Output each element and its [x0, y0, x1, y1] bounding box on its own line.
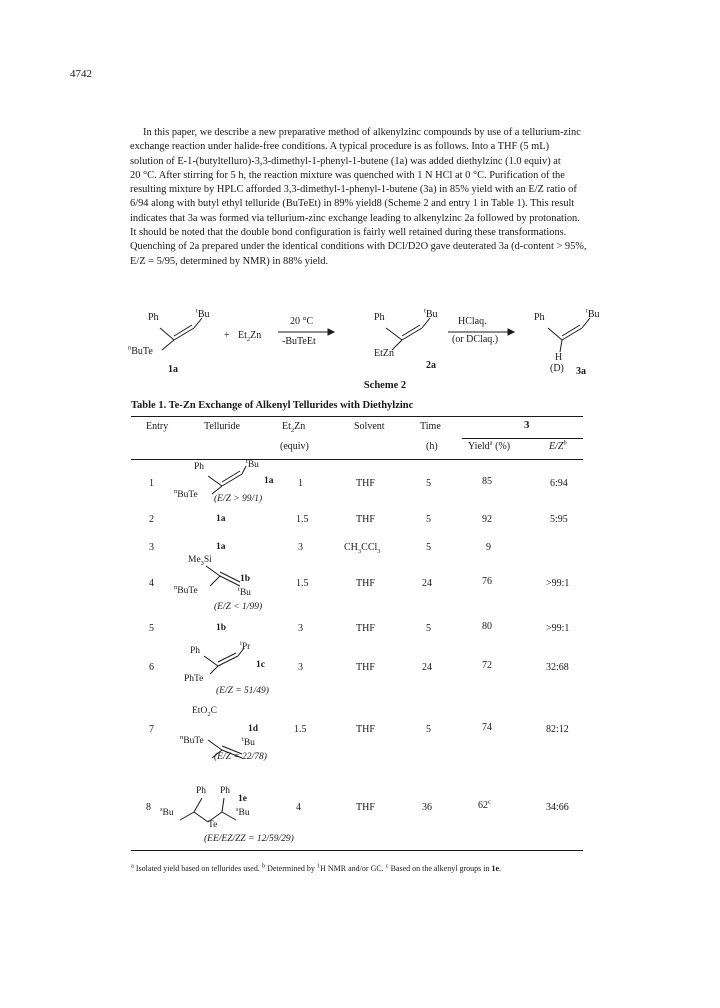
- row1-ph: Ph: [194, 462, 205, 472]
- row2-telluride: 1a: [216, 514, 226, 524]
- row6-solvent: THF: [356, 662, 375, 673]
- row8-ph-b: Ph: [220, 786, 231, 796]
- scheme-ph-3a: Ph: [534, 312, 545, 323]
- row1-entry: 1: [149, 478, 154, 489]
- row8-ph-a: Ph: [196, 786, 207, 796]
- row2-time: 5: [426, 514, 431, 525]
- row5-ez: >99:1: [546, 623, 570, 634]
- scheme-cond2-top: HClaq.: [458, 316, 487, 327]
- table-title: Table 1. Te-Zn Exchange of Alkenyl Tellurides with Diethylzinc: [131, 400, 414, 411]
- row7-entry: 7: [149, 724, 154, 735]
- row7-equiv: 1.5: [294, 724, 307, 735]
- row5-telluride: 1b: [216, 623, 227, 633]
- row5-yield: 80: [482, 621, 492, 632]
- row5-equiv: 3: [298, 623, 303, 634]
- para-line-2: exchange reaction under halide-free conditions. A typical procedure is as follows. Into a THF (5 mL): [130, 141, 550, 153]
- row3-entry: 3: [149, 542, 154, 553]
- row6-ez: 32:68: [546, 662, 569, 673]
- header-solvent: Solvent: [354, 421, 385, 432]
- row4-me3si: $Me_3Si$: [188, 555, 212, 567]
- row5-solvent: THF: [356, 623, 375, 634]
- scheme-cond1-top: 20 °C: [290, 316, 314, 327]
- row6-ph: Ph: [190, 646, 201, 656]
- row8-time: 36: [422, 802, 432, 813]
- row8-te: Te: [208, 820, 218, 830]
- row4-yield: 76: [482, 576, 492, 587]
- row6-label: 1c: [256, 660, 265, 670]
- row8-sbu-b: $^s$Bu: [236, 805, 250, 818]
- row3-telluride: 1a: [216, 542, 226, 552]
- row3-time: 5: [426, 542, 431, 553]
- row8-label: 1e: [238, 794, 247, 804]
- row8-entry: 8: [146, 802, 151, 813]
- header-et2zn: $Et_2Zn$: [282, 421, 306, 434]
- page-number: 4742: [70, 68, 92, 80]
- row8-note: (EE/EZ/ZZ = 12/59/29): [204, 834, 294, 844]
- row1-nbute: $^n$BuTe: [174, 487, 198, 500]
- row6-phte: PhTe: [184, 674, 204, 684]
- row8-sbu-a: $^s$Bu: [160, 805, 174, 818]
- body-paragraph: [130, 126, 640, 269]
- row3-solvent: $CH_3CCl_3$: [344, 542, 381, 555]
- scheme-caption: Scheme 2: [363, 380, 407, 391]
- table-top-rule: [131, 416, 583, 417]
- scheme-tbu-2a: $^t$Bu: [424, 307, 438, 320]
- row4-ez: >99:1: [546, 578, 570, 589]
- row8-equiv: 4: [296, 802, 301, 813]
- row8-solvent: THF: [356, 802, 375, 813]
- row1-note: (E/Z > 99/1): [214, 494, 263, 504]
- header-yield: Yield$^a$ (%): [468, 439, 511, 452]
- row4-label: 1b: [240, 574, 251, 584]
- row2-yield: 92: [482, 514, 492, 525]
- header-time-unit: (h): [426, 441, 438, 452]
- para-line-5: resulting mixture by HPLC afforded 3,3-dimethyl-1-phenyl-1-butene (3a) in 85% yield with an E/Z ratio of: [130, 184, 577, 196]
- para-line-7: indicates that 3a was formed via tellurium-zinc exchange leading to alkenylzinc 2a followed by protonation.: [130, 212, 580, 224]
- para-line-1: In this paper, we describe a new preparative method of alkenylzinc compounds by use of a tellurium-zinc: [143, 127, 581, 138]
- row4-solvent: THF: [356, 578, 375, 589]
- header-time: Time: [420, 421, 441, 432]
- row1-equiv: 1: [298, 478, 303, 489]
- table-footnote: $^a$ Isolated yield based on tellurides used. $^b$ Determined by $^1$H NMR and/or GC. $^c$ Based on the alkenyl groups in 1e.: [131, 862, 502, 873]
- row4-nbute: $^n$BuTe: [174, 583, 198, 596]
- scheme-d: (D): [550, 363, 564, 374]
- scheme-cond2-bottom: (or DClaq.): [452, 334, 499, 345]
- header-ez: $E/Z^b$: [549, 439, 567, 452]
- scheme-tbu-3a: $^t$Bu: [586, 307, 600, 320]
- row7-yield: 74: [482, 722, 492, 733]
- scheme-label-3a: 3a: [576, 366, 586, 377]
- row7-note: (E/Z = 22/78): [214, 752, 267, 762]
- row5-entry: 5: [149, 623, 154, 634]
- row7-ez: 82:12: [546, 724, 569, 735]
- row4-note: (E/Z < 1/99): [214, 602, 263, 612]
- row6-entry: 6: [149, 662, 154, 673]
- row6-time: 24: [422, 662, 432, 673]
- header-product: 3: [524, 419, 530, 431]
- row3-yield: 9: [486, 542, 491, 553]
- row6-yield: 72: [482, 660, 492, 671]
- row4-entry: 4: [149, 578, 154, 589]
- row7-nbute: $^n$BuTe: [180, 733, 204, 746]
- row1-tbu: $^t$Bu: [246, 457, 259, 470]
- para-line-9: Quenching of 2a prepared under the identical conditions with DCl/D2O gave deuterated 3a (d-content > 95%,: [130, 241, 587, 253]
- scheme-label-1a: 1a: [168, 364, 178, 375]
- scheme-2: [128, 306, 640, 391]
- row8-ez: 34:66: [546, 802, 569, 813]
- scheme-ph-1a: Ph: [148, 312, 159, 323]
- scheme-label-2a: 2a: [426, 360, 436, 371]
- header-et2zn-unit: (equiv): [280, 441, 309, 452]
- row4-time: 24: [422, 578, 432, 589]
- header-telluride: Telluride: [204, 421, 240, 432]
- row1-label: 1a: [264, 476, 274, 486]
- scheme-etzn: EtZn: [374, 348, 394, 359]
- row1-time: 5: [426, 478, 431, 489]
- table-header-rule: [131, 459, 583, 460]
- scheme-h: H: [555, 352, 563, 363]
- row7-time: 5: [426, 724, 431, 735]
- row2-equiv: 1.5: [296, 514, 309, 525]
- row1-ez: 6:94: [550, 478, 568, 489]
- row8-yield: 62$^c$: [478, 798, 491, 811]
- scheme-et2zn: $Et_2Zn$: [238, 330, 262, 343]
- row4-tbu: $^t$Bu: [238, 585, 251, 598]
- para-line-6: 6/94 along with butyl ethyl telluride (BuTeEt) in 89% yield8 (Scheme 2 and entry 1 in Table 1). This result: [130, 198, 575, 210]
- para-line-3: solution of E-1-(butyltelluro)-3,3-dimethyl-1-phenyl-1-butene (1a) was added diethylzinc (1.0 equiv) at: [130, 155, 561, 167]
- row2-ez: 5:95: [550, 514, 568, 525]
- row7-solvent: THF: [356, 724, 375, 735]
- row1-yield: 85: [482, 476, 492, 487]
- table-bottom-rule: [131, 850, 583, 851]
- row7-eto2c: EtO$_2$C: [192, 706, 217, 718]
- row3-equiv: 3: [298, 542, 303, 553]
- para-line-4: 20 °C. After stirring for 5 h, the reaction mixture was quenched with 1 N HCl at 0 °C. Purification of the: [130, 169, 565, 181]
- row6-ipr: $^i$Pr: [240, 639, 251, 652]
- row4-equiv: 1.5: [296, 578, 309, 589]
- row2-solvent: THF: [356, 514, 375, 525]
- scheme-tbu-1a: $^t$Bu: [196, 307, 210, 320]
- row5-time: 5: [426, 623, 431, 634]
- row7-label: 1d: [248, 724, 259, 734]
- header-entry: Entry: [146, 421, 169, 432]
- para-line-8: It should be noted that the double bond configuration is fairly well retained during these transformations.: [130, 227, 567, 239]
- scheme-plus: +: [224, 330, 230, 341]
- row2-entry: 2: [149, 514, 154, 525]
- para-line-10: E/Z = 5/95, determined by NMR) in 88% yield.: [130, 255, 329, 267]
- row6-note: (E/Z = 51/49): [216, 686, 269, 696]
- row7-tbu: $^t$Bu: [242, 735, 255, 748]
- scheme-nbute-1a: $^n$BuTe: [128, 344, 153, 357]
- row6-equiv: 3: [298, 662, 303, 673]
- scheme-ph-2a: Ph: [374, 312, 385, 323]
- scheme-cond1-bottom: -BuTeEt: [282, 336, 316, 347]
- row1-solvent: THF: [356, 478, 375, 489]
